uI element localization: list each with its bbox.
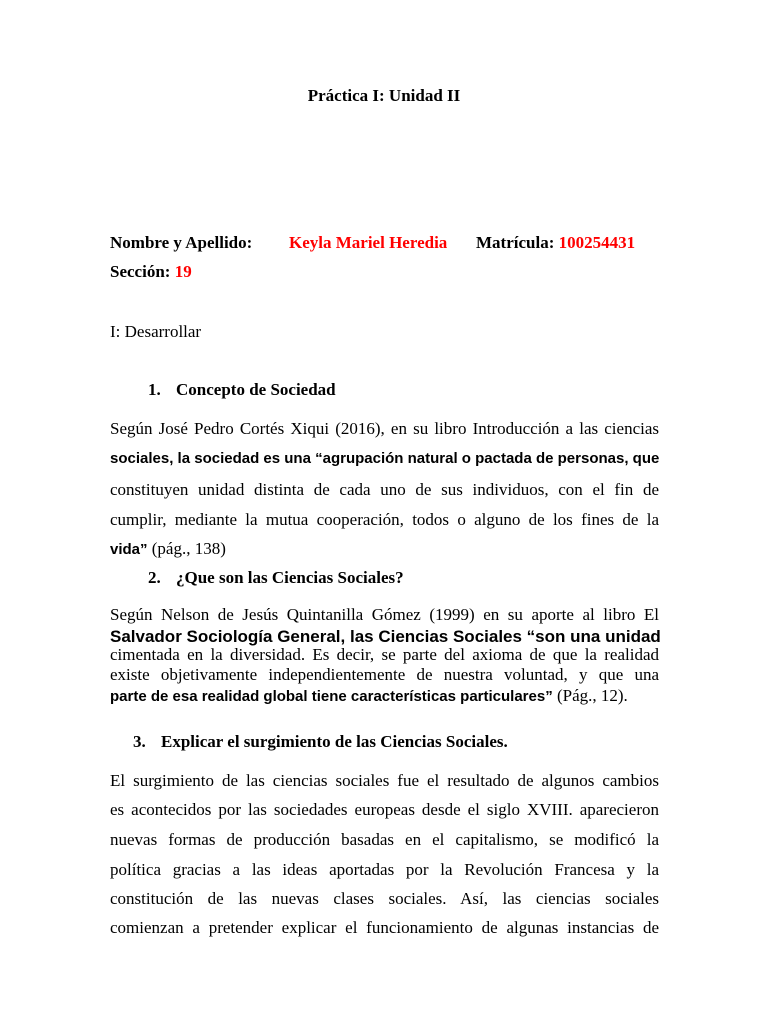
q2-number: 2. [148, 568, 161, 587]
q1-title: Concepto de Sociedad [176, 380, 336, 399]
q1-line-5 [110, 539, 226, 559]
q3-line-2: es acontecidos por las sociedades europeas desde el siglo XVIII. aparecieron [110, 800, 659, 819]
name-label: Nombre y Apellido: [110, 233, 253, 252]
q3-heading [133, 732, 508, 752]
matricula-value: 100254431 [558, 233, 636, 252]
q2-line-5 [110, 686, 628, 706]
section-value: 19 [174, 262, 192, 281]
q2-heading [148, 568, 404, 588]
matricula-label: Matrícula: [476, 233, 555, 252]
q3-line-3: nuevas formas de producción basadas en el capitalismo, se modificó la [110, 830, 659, 849]
q3-line-4: política gracias a las ideas aportadas por la Revolución Francesa y la [110, 860, 659, 879]
q3-line-6: comienzan a pretender explicar el funcionamiento de algunas instancias de [110, 918, 659, 937]
q3-number: 3. [133, 732, 146, 751]
matricula-row [476, 233, 635, 253]
q2-line-5-bold: parte de esa realidad global tiene características particulares” [110, 688, 553, 705]
q1-line-3: constituyen unidad distinta de cada uno de sus individuos, con el fin de [110, 480, 659, 499]
q2-title: ¿Que son las Ciencias Sociales? [176, 568, 404, 587]
instruction: I: Desarrollar [110, 322, 202, 341]
q1-line-1: Según José Pedro Cortés Xiqui (2016), en su libro Introducción a las ciencias [110, 419, 659, 438]
q3-line-5: constitución de las nuevas clases sociales. Así, las ciencias sociales [110, 889, 659, 908]
q1-heading [148, 380, 336, 400]
q2-line-3: cimentada en la diversidad. Es decir, se parte del axioma de que la realidad [110, 645, 659, 664]
q2-line-2: Salvador Sociología General, las Ciencias Sociales “son una unidad [110, 627, 661, 646]
q3-line-1: El surgimiento de las ciencias sociales fue el resultado de algunos cambios [110, 771, 659, 790]
section-row [110, 262, 192, 282]
q2-line-1: Según Nelson de Jesús Quintanilla Gómez (1999) en su aporte al libro El [110, 605, 659, 624]
q1-line-5-bold: vida” [110, 541, 148, 558]
q2-line-5-rest: (Pág., 12). [552, 686, 628, 705]
q1-line-5-rest: (pág., 138) [147, 539, 226, 558]
student-name-row [110, 233, 252, 253]
name-value: Keyla Mariel Heredia [289, 233, 448, 252]
page-title: Práctica I: Unidad II [307, 86, 461, 105]
q3-title: Explicar el surgimiento de las Ciencias Sociales. [161, 732, 508, 751]
section-label: Sección: [110, 262, 171, 281]
q1-line-4: cumplir, mediante la mutua cooperación, todos o alguno de los fines de la [110, 510, 659, 529]
q2-line-4: existe objetivamente independientemente de nuestra voluntad, y que una [110, 665, 659, 684]
q1-line-2: sociales, la sociedad es una “agrupación natural o pactada de personas, que [110, 450, 660, 467]
q1-number: 1. [148, 380, 161, 399]
